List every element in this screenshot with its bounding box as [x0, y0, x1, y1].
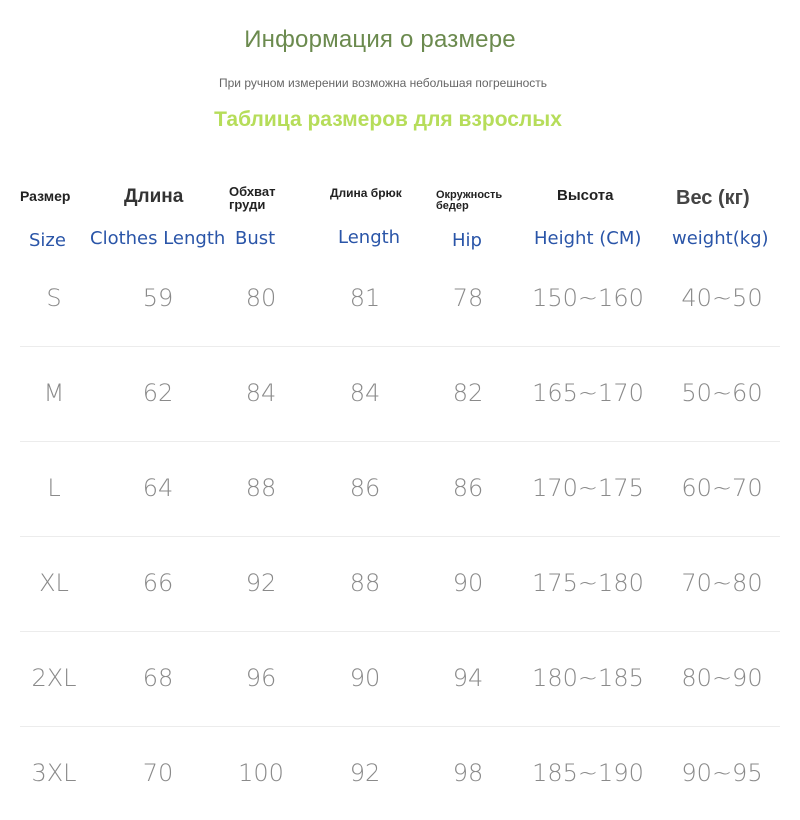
table-cell: 68 [142, 664, 174, 692]
table-cell: 40~50 [681, 284, 763, 312]
table-row [0, 726, 800, 820]
table-cell: 80 [245, 284, 277, 312]
table-cell: L [47, 474, 61, 502]
column-header-bust-ru-text: Обхват груди [229, 184, 276, 212]
table-cell: 86 [452, 474, 484, 502]
table-cell: 80~90 [681, 664, 763, 692]
table-cell: 90 [452, 569, 484, 597]
column-header-size-ru: Размер [20, 188, 71, 204]
table-cell: 50~60 [681, 379, 763, 407]
table-cell: 86 [349, 474, 381, 502]
table-cell: 150~160 [532, 284, 644, 312]
table-cell: 96 [245, 664, 277, 692]
table-cell: S [46, 284, 62, 312]
column-header-hip-en: Hip [452, 230, 482, 251]
column-header-pants-length-ru: Длина брюк [330, 186, 402, 200]
table-cell: 66 [142, 569, 174, 597]
table-cell: M [43, 379, 65, 407]
column-header-length-en: Clothes Length [90, 228, 226, 249]
column-header-weight-en: weight(kg) [672, 228, 769, 249]
table-cell: 3XL [31, 759, 77, 787]
table-cell: 78 [452, 284, 484, 312]
table-cell: 84 [245, 379, 277, 407]
table-row [0, 346, 800, 440]
table-cell: 165~170 [532, 379, 644, 407]
table-cell: 100 [238, 759, 284, 787]
page-subtitle: При ручном измерении возможна небольшая погрешность [219, 76, 547, 90]
table-row [0, 536, 800, 630]
table-cell: 62 [142, 379, 174, 407]
table-cell: 94 [452, 664, 484, 692]
table-cell: 180~185 [532, 664, 644, 692]
column-header-length-ru: Длина [124, 186, 184, 207]
table-row [0, 631, 800, 725]
table-cell: 70~80 [681, 569, 763, 597]
table-cell: 90 [349, 664, 381, 692]
table-cell: 64 [142, 474, 174, 502]
column-header-bust-en: Bust [235, 228, 276, 249]
page-title: Информация о размере [244, 26, 516, 53]
table-cell: 84 [349, 379, 381, 407]
table-row [0, 251, 800, 345]
column-header-weight-ru: Вес (кг) [676, 187, 750, 209]
table-cell: 81 [349, 284, 381, 312]
table-cell: XL [39, 569, 69, 597]
table-title: Таблица размеров для взрослых [214, 108, 562, 131]
table-cell: 88 [245, 474, 277, 502]
column-header-height-en: Height (CM) [534, 228, 642, 249]
table-cell: 59 [142, 284, 174, 312]
column-header-bust-ru [229, 185, 299, 211]
table-cell: 2XL [31, 664, 77, 692]
table-cell: 88 [349, 569, 381, 597]
column-header-hip-ru-text: Окружность бедер [436, 189, 503, 212]
table-cell: 92 [245, 569, 277, 597]
table-cell: 185~190 [532, 759, 644, 787]
table-cell: 170~175 [532, 474, 644, 502]
column-header-height-ru: Высота [557, 187, 614, 204]
table-cell: 90~95 [681, 759, 763, 787]
table-row [0, 441, 800, 535]
table-cell: 60~70 [681, 474, 763, 502]
column-header-hip-ru [436, 190, 526, 212]
table-cell: 175~180 [532, 569, 644, 597]
table-cell: 70 [142, 759, 174, 787]
column-header-size-en: Size [29, 230, 66, 251]
table-cell: 92 [349, 759, 381, 787]
column-header-pants-length-en: Length [338, 227, 401, 248]
table-cell: 82 [452, 379, 484, 407]
table-cell: 98 [452, 759, 484, 787]
